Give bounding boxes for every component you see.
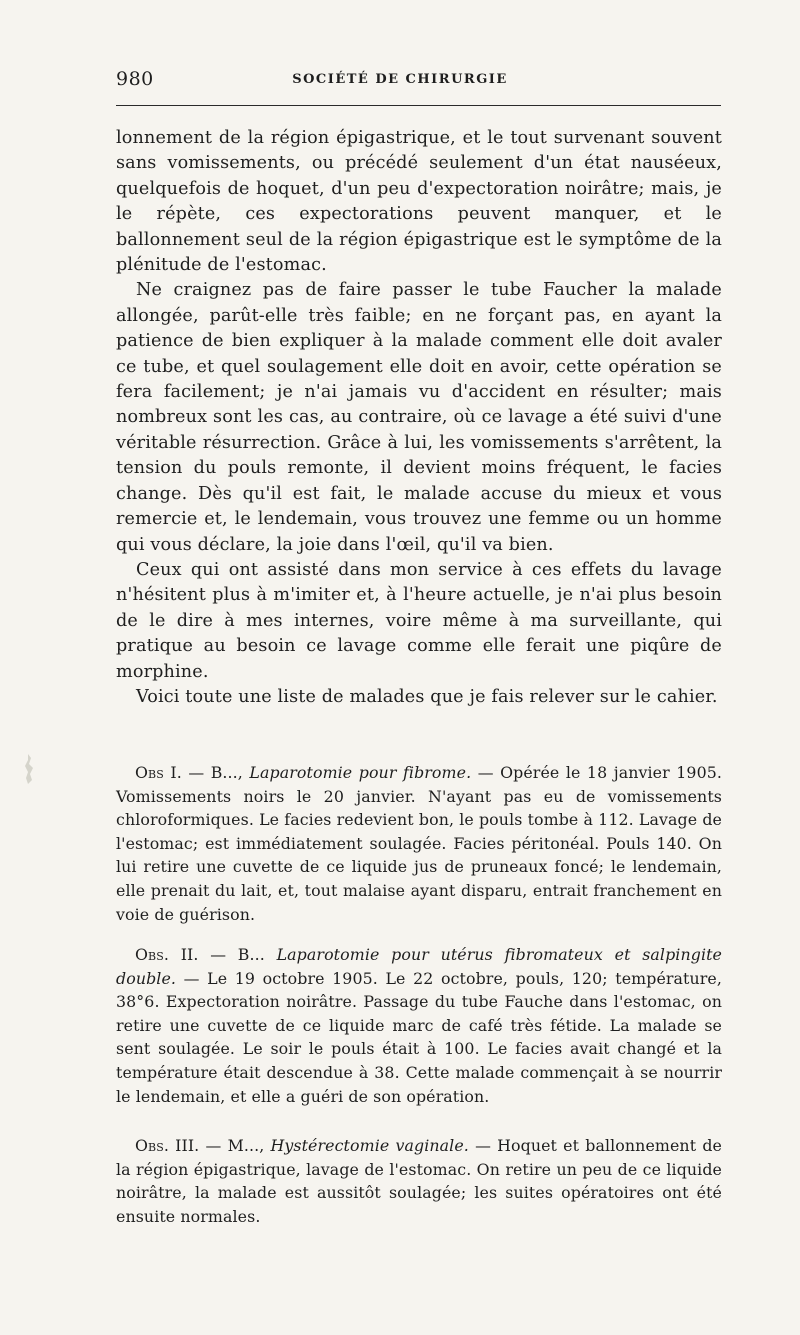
obs-text: — Hoquet et ballonnement de la région épigastrique, lavage de l'estomac. On retire un peu de ce liquide noirâtre, la malade est aussitôt soulagée; les suites opératoires ont été ensuite normales. xyxy=(116,1136,722,1226)
obs-patient: B..., xyxy=(210,763,250,782)
observation-3 xyxy=(116,1134,722,1228)
obs-label: Obs I. xyxy=(135,763,182,782)
paragraph: Voici toute une liste de malades que je fais relever sur le cahier. xyxy=(136,686,718,707)
paragraph: Ceux qui ont assisté dans mon service à ces effets du lavage n'hésitent plus à m'imiter et, à l'heure actuelle, je n'ai plus besoin de le dire à mes internes, voire même à ma surveillante, qui pratique au besoin ce lavage comme elle ferait une piqûre de morphine. xyxy=(116,559,722,682)
observation-2 xyxy=(116,943,722,1108)
page-number: 980 xyxy=(116,68,154,90)
obs-title: Laparotomie pour fibrome. xyxy=(249,763,472,782)
obs-patient: M..., xyxy=(227,1136,271,1155)
body-text xyxy=(116,126,722,710)
obs-label: Obs. III. xyxy=(135,1136,200,1155)
obs-patient: B... xyxy=(237,945,277,964)
header-rule xyxy=(116,105,721,106)
obs-label: Obs. II. xyxy=(135,945,199,964)
obs-title: Laparotomie pour utérus fibromateux et salpingite double. xyxy=(116,945,722,988)
obs-title: Hystérectomie vaginale. xyxy=(270,1136,469,1155)
obs-text: — Opérée le 18 janvier 1905. Vomissements noirs le 20 janvier. N'ayant pas eu de vomissements chloroformiques. Le facies redevient bon, le pouls tombe à 112. Lavage de l'estomac; est immédiatement soulagée. Facies péritonéal. Pouls 140. On lui retire une cuvette de ce liquide jus de pruneaux foncé; le lendemain, elle prenait du lait, et, tout malaise ayant disparu, entrait franchement en voie de guérison. xyxy=(116,763,722,924)
obs-sep: — xyxy=(198,945,238,964)
running-head: SOCIÉTÉ DE CHIRURGIE xyxy=(292,72,508,87)
obs-sep: — xyxy=(199,1136,228,1155)
paper-stain-icon xyxy=(22,752,38,786)
observation-1 xyxy=(116,761,722,926)
obs-text: — Le 19 octobre 1905. Le 22 octobre, pouls, 120; température, 38°6. Expectoration noirâtre. Passage du tube Fauche dans l'estomac, on retire une cuvette de ce liquide marc de café très fétide. La malade se sent soulagée. Le soir le pouls était à 100. Le facies avait changé et la température était descendue à 38. Cette malade commençait à se nourrir le lendemain, et elle a guéri de son opération. xyxy=(116,968,722,1106)
paragraph: Ne craignez pas de faire passer le tube Faucher la malade allongée, parût-elle très faible; en ne forçant pas, en ayant la patience de bien expliquer à la malade comment elle doit avaler ce tube, et quel soulagement elle doit en avoir, cette opération se fera facilement; je n'ai jamais vu d'accident en résulter; mais nombreux sont les cas, au contraire, où ce lavage a été suivi d'une véritable résurrection. Grâce à lui, les vomissements s'arrêtent, la tension du pouls remonte, il devient moins fréquent, le facies change. Dès qu'il est fait, le malade accuse du mieux et vous remercie et, le lendemain, vous trouvez une femme ou un homme qui vous déclare, la joie dans l'œil, qu'il va bien. xyxy=(116,280,722,555)
paragraph: lonnement de la région épigastrique, et le tout survenant souvent sans vomissements, ou précédé seulement d'un état nauséeux, quelquefois de hoquet, d'un peu d'expectoration noirâtre; mais, je le répète, ces expectorations peuvent manquer, et le ballonnement seul de la région épigastrique est le symptôme de la plénitude de l'estomac. xyxy=(116,128,722,276)
obs-sep: — xyxy=(181,763,211,782)
